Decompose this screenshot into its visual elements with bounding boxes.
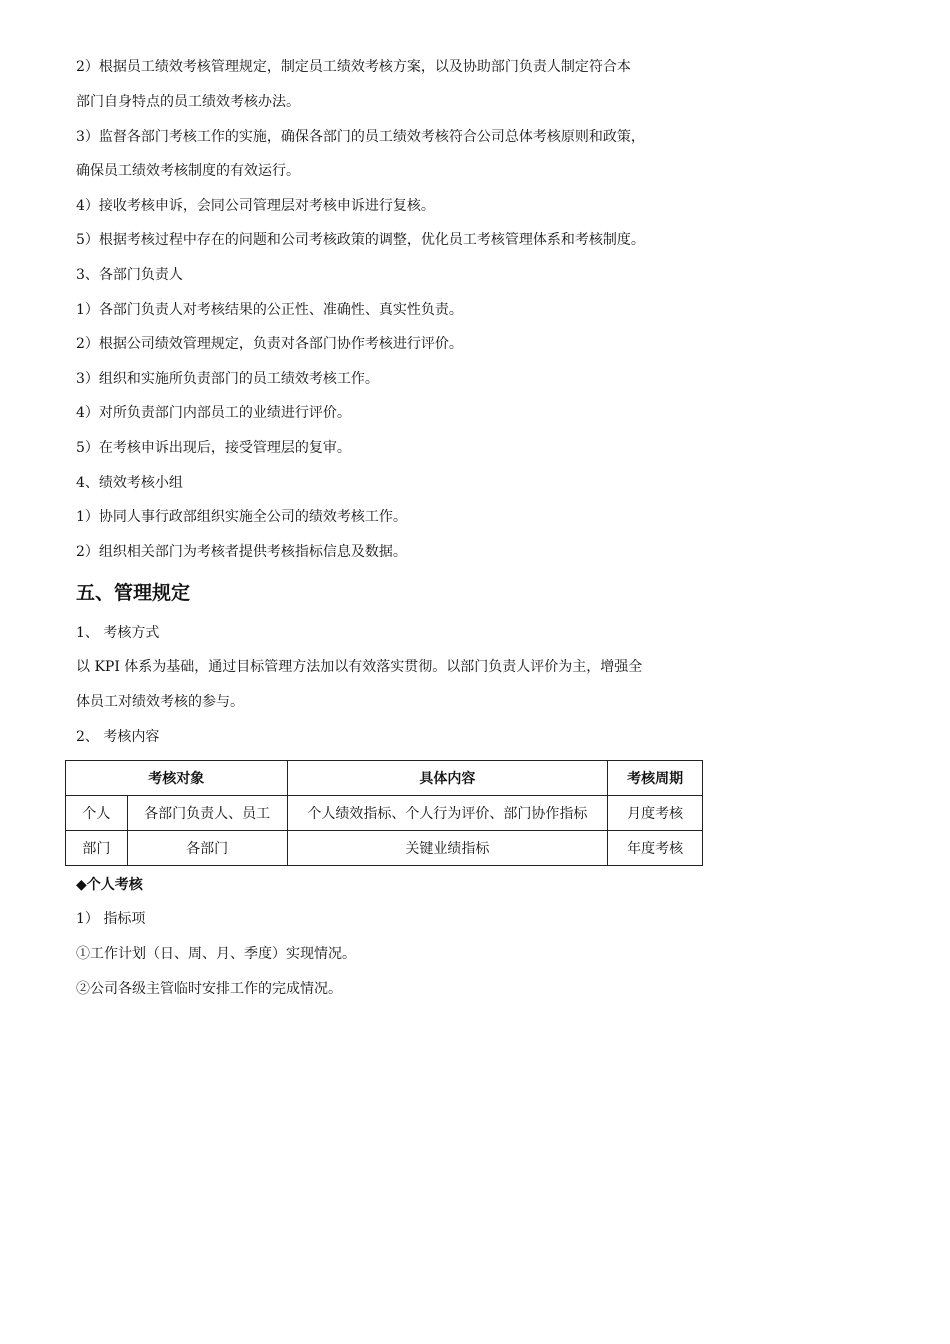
paragraph-line: 3）组织和实施所负责部门的员工绩效考核工作。: [76, 371, 379, 387]
paragraph-line: 4）对所负责部门内部员工的业绩进行评价。: [76, 405, 351, 421]
sub-heading: ◆个人考核: [76, 877, 143, 893]
paragraph-line: 2）根据公司绩效管理规定，负责对各部门协作考核进行评价。: [76, 336, 463, 352]
paragraph-line: 3）监督各部门考核工作的实施，确保各部门的员工绩效考核符合公司总体考核原则和政策，: [76, 129, 645, 145]
table-cell: 各部门负责人、员工: [127, 796, 287, 831]
paragraph-line: 体员工对绩效考核的参与。: [76, 694, 244, 710]
table-row: [66, 831, 703, 866]
paragraph-line: 1）各部门负责人对考核结果的公正性、准确性、真实性负责。: [76, 302, 463, 318]
table-cell: 关键业绩指标: [287, 831, 608, 866]
table-row: [66, 796, 703, 831]
table-cell: 个人: [66, 796, 128, 831]
section-heading: 五、管理规定: [76, 582, 191, 604]
paragraph-line: ①工作计划（日、周、月、季度）实现情况。: [76, 946, 356, 962]
table-cell: 各部门: [127, 831, 287, 866]
header-assessment-target: 考核对象: [66, 761, 288, 796]
subsection-title: 1、 考核方式: [76, 625, 160, 641]
table-header-row: [66, 761, 703, 796]
paragraph-line: 部门自身特点的员工绩效考核办法。: [76, 94, 300, 110]
table-cell: 月度考核: [608, 796, 703, 831]
assessment-table: [65, 760, 703, 866]
header-specific-content: 具体内容: [287, 761, 608, 796]
paragraph-line: 2）组织相关部门为考核者提供考核指标信息及数据。: [76, 544, 407, 560]
paragraph-line: 4）接收考核申诉，会同公司管理层对考核申诉进行复核。: [76, 198, 435, 214]
paragraph-line: 1） 指标项: [76, 911, 146, 927]
paragraph-line: 以 KPI 体系为基础，通过目标管理方法加以有效落实贯彻。以部门负责人评价为主，增强全: [76, 659, 643, 675]
header-assessment-cycle: 考核周期: [608, 761, 703, 796]
paragraph-line: 1）协同人事行政部组织实施全公司的绩效考核工作。: [76, 509, 407, 525]
subsection-title: 4、绩效考核小组: [76, 475, 183, 491]
table-cell: 年度考核: [608, 831, 703, 866]
subsection-title: 2、 考核内容: [76, 729, 160, 745]
paragraph-line: 5）在考核申诉出现后，接受管理层的复审。: [76, 440, 351, 456]
paragraph-line: 5）根据考核过程中存在的问题和公司考核政策的调整，优化员工考核管理体系和考核制度。: [76, 232, 645, 248]
paragraph-line: 确保员工绩效考核制度的有效运行。: [76, 163, 300, 179]
table-cell: 部门: [66, 831, 128, 866]
subsection-title: 3、各部门负责人: [76, 267, 183, 283]
table-cell: 个人绩效指标、个人行为评价、部门协作指标: [287, 796, 608, 831]
paragraph-line: 2）根据员工绩效考核管理规定，制定员工绩效考核方案，以及协助部门负责人制定符合本: [76, 59, 631, 75]
paragraph-line: ②公司各级主管临时安排工作的完成情况。: [76, 981, 342, 997]
